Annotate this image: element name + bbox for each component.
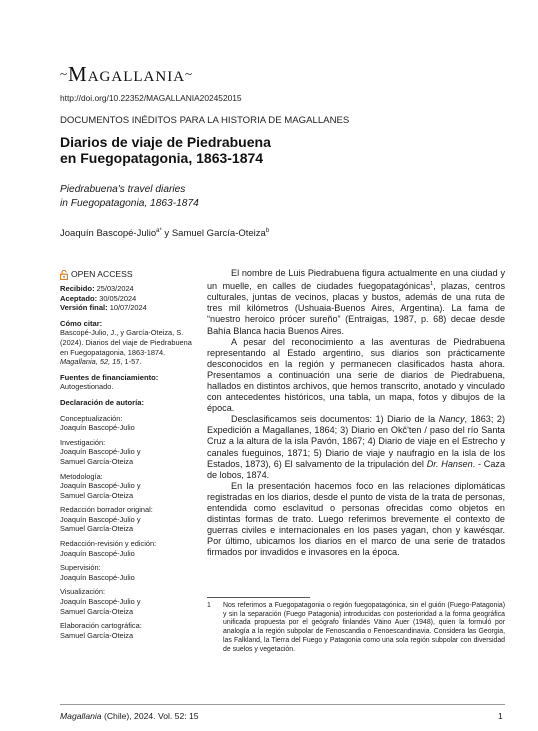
page-number: 1 [498, 711, 503, 721]
author-name: Samuel García-Oteiza [171, 228, 266, 240]
role-label: Conceptualización: [60, 413, 123, 423]
authorship-role [60, 587, 195, 616]
article-info-sidebar [60, 270, 195, 645]
role-label: Metodología: [60, 471, 103, 481]
role-author: Joaquín Bascopé-Julio y [60, 481, 141, 491]
footer-citation: Magallania (Chile), 2024. Vol. 52: 15 [60, 711, 199, 721]
authorship-role [60, 414, 195, 433]
role-author: Samuel García-Oteiza [60, 630, 134, 640]
authorship-role [60, 438, 195, 467]
role-author: Joaquín Bascopé-Julio y [60, 447, 141, 457]
english-title: Piedrabuena's travel diaries in Fuegopatagonia, 1863-1874 [60, 184, 199, 209]
open-lock-icon [60, 270, 68, 280]
paragraph: A pesar del reconocimiento a las aventuras de Piedrabuena representando al Estado argentino, sus diarios son prácticamente desconocidos en la región y permanecen clasificados hasta ahora. Presentamos a continuación una serie de diarios de Piedrabuena, hallados en distintos archivos, que hemos transcrito, anotado y vinculado con antecedentes históricos, una tabla, un mapa, fotos y dibujos de la época. [207, 336, 505, 414]
authorship-role [60, 505, 195, 534]
dates-block: Recibido: 25/03/2024 Aceptado: 30/05/2024 Versión final: 10/07/2024 [60, 284, 147, 313]
journal-logo: ~Magallania~ [60, 62, 194, 86]
role-label: Redacción-revisión y edición: [60, 539, 157, 549]
role-label: Elaboración cartográfica: [60, 621, 142, 631]
citation-block: Cómo citar: Bascopé-Julio, J., y García-Oteiza, S. (2024). Diarios del viaje de Piedrabuena en Fuegopatagonia, 1863-1874. Magallania, 52, 15, 1-57. [60, 318, 192, 367]
footnote-text: Nos referimos a Fuegopatagonia o región fuegopatagónica, sin el guión (Fuego-Patagonia) y sin la separación (Fuego Patagonia) introducidas con posterioridad a la forma geográfica unificada propuesta por el geógrafo finlandés Väino Auer (1948), quien la formuló por analogía a la región subpolar de Fenoscandia o Fenoescandinavia. Considera las Georgia, las Falkland, la Tierra del Fuego y Patagonia como una sola región subpolar con diversidad de suelos y vegetación. [223, 602, 505, 653]
doi-link[interactable]: http://doi.org/10.22352/MAGALLANIA202452015 [60, 93, 242, 103]
authorship-roles [60, 414, 195, 641]
role-label: Investigación: [60, 437, 106, 447]
journal-logo-text: Magallania [68, 62, 186, 86]
footnote [207, 602, 505, 654]
role-author: Samuel García-Oteiza [60, 524, 134, 534]
article-title: Diarios de viaje de Piedrabuena en Fuegopatagonia, 1863-1874 [60, 134, 271, 166]
authorship-role [60, 563, 195, 582]
role-author: Samuel García-Oteiza [60, 606, 134, 616]
role-author: Joaquín Bascopé-Julio y [60, 597, 141, 607]
author-line: Joaquín Bascopé-Julio$^{a*}$ y Samuel García-Oteiza$^b$ [60, 228, 270, 240]
authorship-block: Declaración de autoría: [60, 397, 144, 407]
footnote-number: 1 [207, 602, 211, 609]
role-label: Visualización: [60, 587, 106, 597]
role-author: Samuel García-Oteiza [60, 490, 134, 500]
role-label: Redacción borrador original: [60, 505, 153, 515]
role-author: Joaquín Bascopé-Julio [60, 572, 135, 582]
footnote-ref[interactable]: 1 [430, 281, 434, 288]
authorship-role [60, 539, 195, 558]
role-author: Joaquín Bascopé-Julio [60, 423, 135, 433]
role-author: Joaquín Bascopé-Julio [60, 548, 135, 558]
section-heading: DOCUMENTOS INÉDITOS PARA LA HISTORIA DE MAGALLANES [60, 115, 350, 126]
role-author: Joaquín Bascopé-Julio y [60, 514, 141, 524]
article-body [207, 268, 505, 558]
paragraph: Desclasificamos seis documentos: 1) Diario de la Nancy, 1863; 2) Expedición a Magallanes, 1864; 3) Diario en Okč'ten / paso del río Santa Cruz a la altura de la isla Pavón, 1867; 4) Diario de viaje en el Estrecho y canales fueguinos, 1871; 5) Diario de viaje y naufragio en la isla de los Estados, 1873), 6) El salvamento de la tripulación del Dr. Hansen. - Caza de lobos, 1874. [207, 414, 505, 480]
paragraph: En la presentación hacemos foco en las relaciones diplomáticas registradas en los diarios, desde el punto de vista de la trata de personas, entendida como esclavitud o personas ofrecidas como objetos en distintas formas de trato. Luego referimos brevemente el contexto de guerras civiles e internacionales en los pases yagan, chon y kawésqar. Por último, ubicamos los diarios en el marco de una serie de tratados firmados por invadidos e invasores en la época. [207, 480, 505, 558]
role-author: Samuel García-Oteiza [60, 456, 134, 466]
footnote-divider [207, 597, 310, 598]
funding-block: Fuentes de financiamiento: Autogestionado. [60, 372, 159, 392]
role-label: Supervisión: [60, 563, 101, 573]
authorship-role [60, 472, 195, 501]
footer-divider [60, 704, 505, 705]
authorship-role [60, 621, 195, 640]
paragraph: El nombre de Luis Piedrabuena figura actualmente en una ciudad y un muelle, en calles de ciudades fuegopatagónicas$^1$, plazas, centros culturales, juntas de vecinos, placas y bustos, además de una ruta de tres mil kilómetros (Ushuaia-Buenos Aires, Argentina). La fama de “nuestro heroico prócer sureño” (Entraigas, 1987, p. 68) decae desde Bahía Blanca hacia Buenos Aires. [207, 268, 505, 336]
author-name: Joaquín Bascopé-Julio [60, 228, 157, 240]
open-access-badge: OPEN ACCESS [60, 270, 195, 280]
